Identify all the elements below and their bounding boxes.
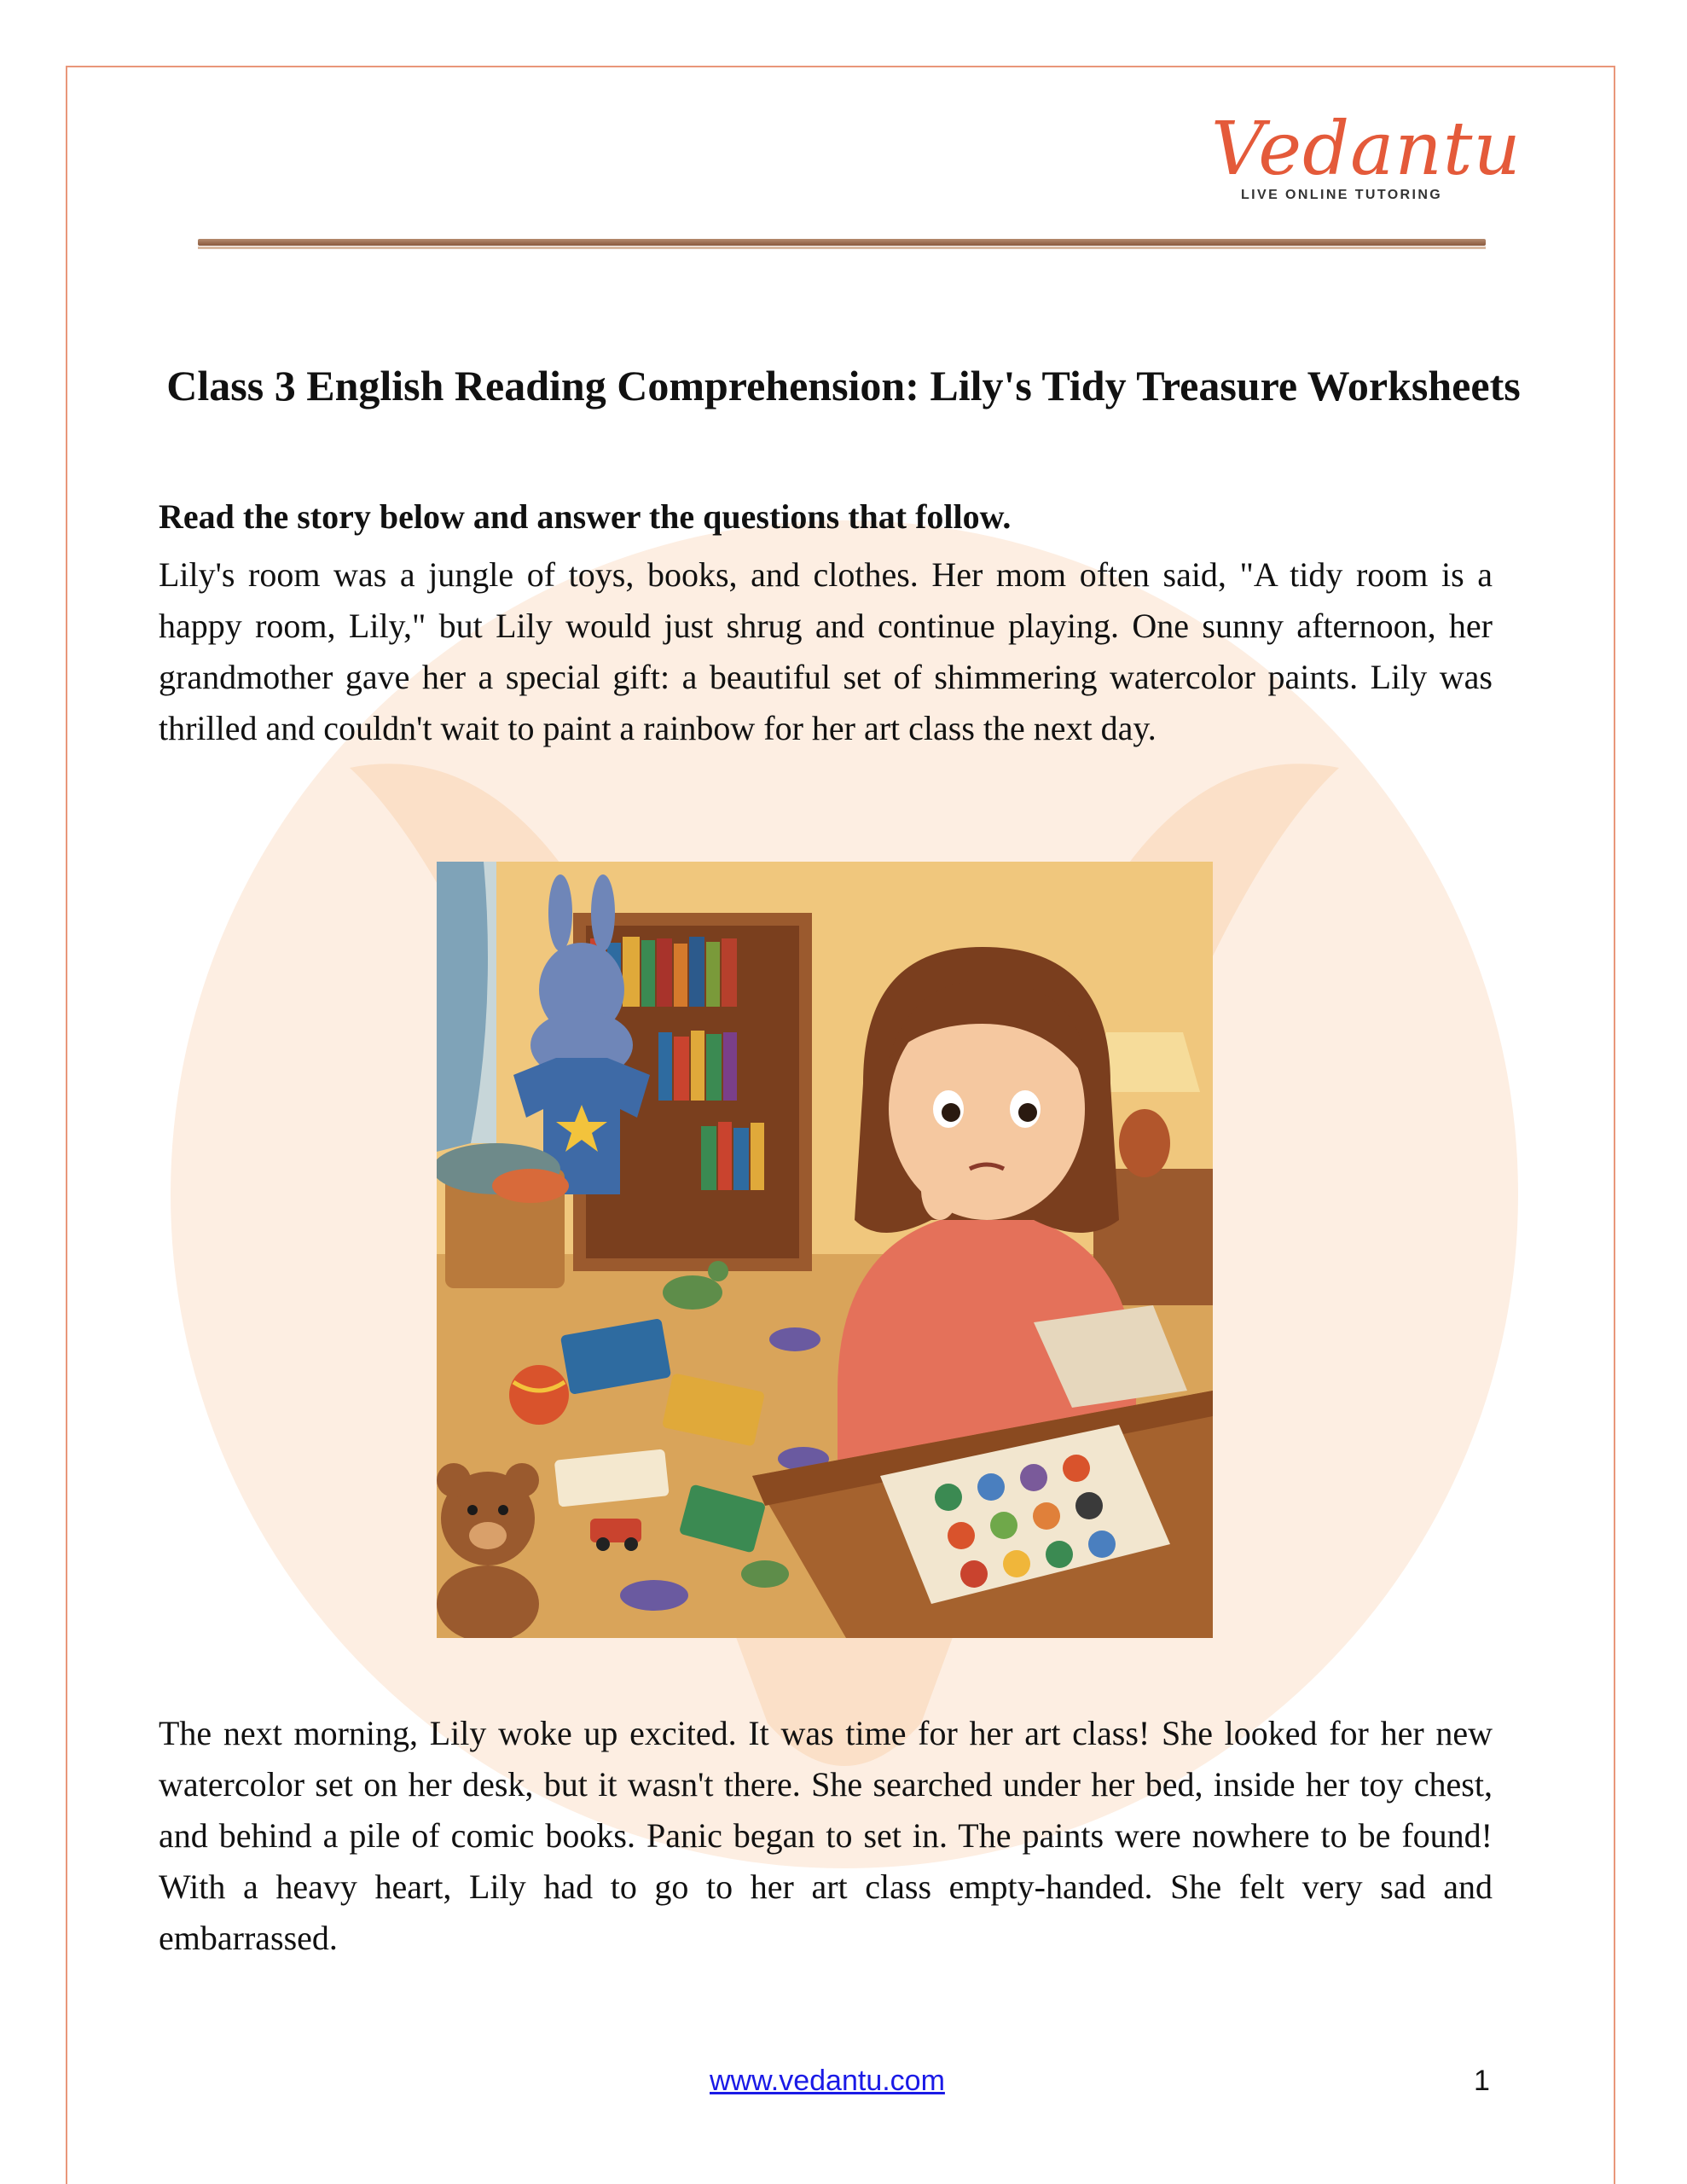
story-paragraph-1: Lily's room was a jungle of toys, books, and clothes. Her mom often said, "A tidy room is a happy room, Lily," but Lily would just shrug and continue playing. One sunny afternoon, her grandmother gave her a special gift: a beautiful set of shimmering watercolor paints. Lily was thrilled and couldn't wait to paint a rainbow for her art class the next day. (159, 555, 1493, 747)
ball-icon (509, 1365, 569, 1425)
worksheet-title: Class 3 English Reading Comprehension: Lily's Tidy Treasure Worksheets (166, 362, 1521, 410)
logo-brand: Vedantu (1211, 107, 1522, 192)
logo-tagline: LIVE ONLINE TUTORING (1241, 188, 1443, 202)
header-divider-shadow (198, 247, 1486, 249)
page-number: 1 (1474, 2065, 1490, 2097)
instruction: Read the story below and answer the questions that follow. (159, 497, 1012, 536)
story-paragraph-2: The next morning, Lily woke up excited. It was time for her art class! She looked for her new watercolor set on her desk, but it wasn't there. She searched under her bed, inside her toy chest, and behind a pile of comic books. Panic began to set in. The paints were nowhere to be found! With a heavy heart, Lily had to go to her art class empty-handed. She felt very sad and embarrassed. (159, 1714, 1493, 1957)
vedantu-website-link[interactable]: www.vedantu.com (710, 2065, 945, 2097)
story-illustration (437, 862, 1213, 1638)
header-divider (198, 239, 1486, 246)
vedantu-logo (1211, 107, 1522, 215)
